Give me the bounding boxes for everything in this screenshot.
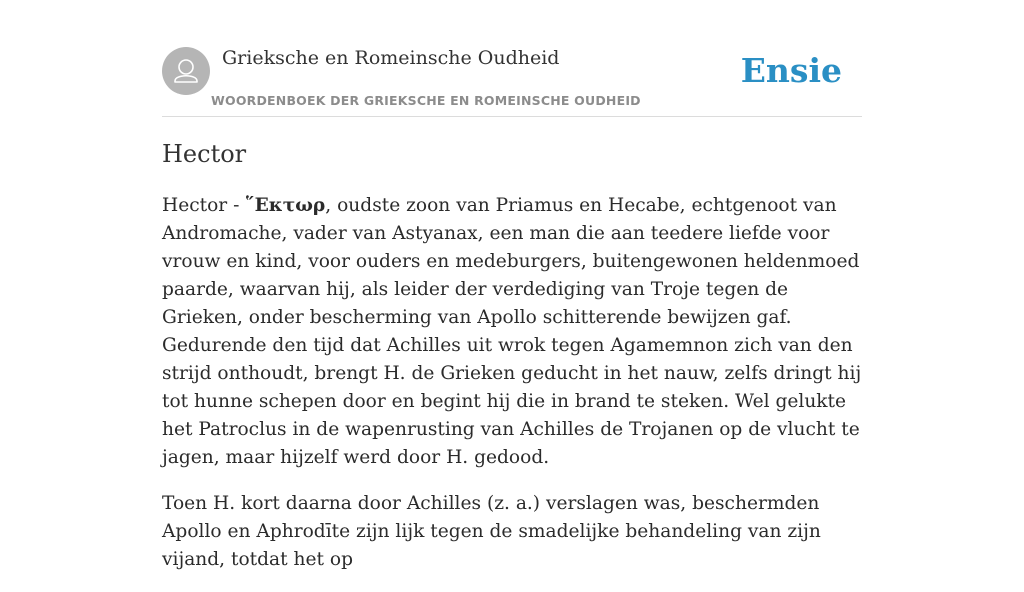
source-subtitle: WOORDENBOEK DER GRIEKSCHE EN ROMEINSCHE OUDHEID — [211, 93, 641, 108]
entry-lead: Hector - — [162, 195, 246, 216]
entry-paragraph — [162, 490, 868, 574]
source-title[interactable]: Grieksche en Romeinsche Oudheid — [222, 47, 560, 69]
greek-term: ῞Εκτωρ — [245, 195, 326, 216]
entry-title: Hector — [162, 140, 247, 168]
source-header — [162, 46, 862, 117]
brand-logo[interactable]: Ensie — [740, 51, 842, 90]
entry-text: , oudste zoon van Priamus en Hecabe, echtgenoot van Andromache, vader van Astyanax, een man die aan teedere liefde voor vrouw en kind, voor ouders en medeburgers, buitengewonen heldenmoed paarde, waarvan hij, als leider der verdediging van Troje tegen de Grieken, onder bescherming van Apollo schitterende bewijzen gaf. Gedurende den tijd dat Achilles uit wrok tegen Agamemnon zich van den strijd onthoudt, brengt H. de Grieken geducht in het nauw, zelfs dringt hij tot hunne schepen door en begint hij die in brand te steken. Wel gelukte het Patroclus in de wapenrusting van Achilles de Trojanen op de vlucht te jagen, maar hijzelf werd door H. gedood. — [162, 195, 862, 468]
avatar[interactable] — [162, 47, 210, 95]
user-placeholder-icon — [162, 47, 210, 95]
entry-paragraph — [162, 192, 868, 472]
entry-body — [162, 192, 868, 592]
entry-text: Toen H. kort daarna door Achilles (z. a.) verslagen was, beschermden Apollo en Aphrodīte zijn lijk tegen de smadelijke behandeling van zijn vijand, totdat het op — [162, 493, 821, 570]
